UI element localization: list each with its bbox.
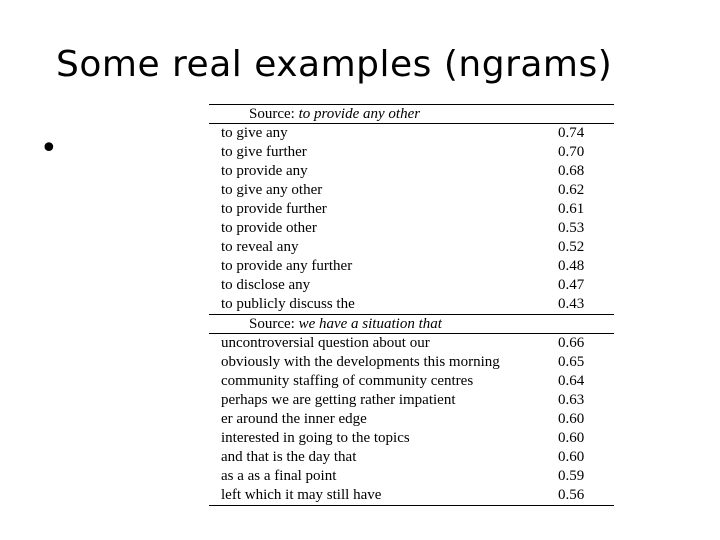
ngram-score: 0.60 xyxy=(558,430,585,446)
table-row xyxy=(209,219,614,238)
section-rows-2 xyxy=(209,334,614,505)
ngram-text: left which it may still have xyxy=(221,487,382,503)
table-row xyxy=(209,372,614,391)
ngram-score: 0.64 xyxy=(558,373,585,389)
ngram-text: to provide other xyxy=(221,220,317,236)
ngram-score: 0.60 xyxy=(558,449,585,465)
source-label: Source: xyxy=(249,106,295,122)
ngram-score: 0.66 xyxy=(558,335,585,351)
ngram-score: 0.63 xyxy=(558,392,585,408)
ngram-text: obviously with the developments this morning xyxy=(221,354,500,370)
ngram-score: 0.52 xyxy=(558,239,585,255)
section-header-2 xyxy=(209,315,614,333)
ngram-score: 0.56 xyxy=(558,487,585,503)
paraphrase-table xyxy=(209,104,614,506)
table-row xyxy=(209,486,614,505)
ngram-text: to give any xyxy=(221,125,288,141)
table-row xyxy=(209,448,614,467)
table-bottom-rule xyxy=(209,505,614,506)
ngram-text: to publicly discuss the xyxy=(221,296,355,312)
slide-title: Some real examples (ngrams) xyxy=(56,44,613,85)
ngram-score: 0.68 xyxy=(558,163,585,179)
table-row xyxy=(209,162,614,181)
table-row xyxy=(209,257,614,276)
table-row xyxy=(209,181,614,200)
table-row xyxy=(209,295,614,314)
ngram-text: to give further xyxy=(221,144,307,160)
ngram-text: to give any other xyxy=(221,182,323,198)
table-row xyxy=(209,124,614,143)
table-row xyxy=(209,353,614,372)
table-row xyxy=(209,410,614,429)
ngram-score: 0.60 xyxy=(558,411,585,427)
ngram-text: to reveal any xyxy=(221,239,299,255)
ngram-score: 0.62 xyxy=(558,182,585,198)
ngram-text: to disclose any xyxy=(221,277,311,293)
ngram-text: uncontroversial question about our xyxy=(221,335,430,351)
ngram-score: 0.65 xyxy=(558,354,585,370)
ngram-text: interested in going to the topics xyxy=(221,430,410,446)
ngram-score: 0.48 xyxy=(558,258,585,274)
ngram-text: perhaps we are getting rather impatient xyxy=(221,392,456,408)
bullet-point: • xyxy=(40,131,58,166)
table-row xyxy=(209,143,614,162)
ngram-score: 0.70 xyxy=(558,144,585,160)
ngram-score: 0.43 xyxy=(558,296,585,312)
source-phrase: we have a situation that xyxy=(298,316,442,332)
table-row xyxy=(209,276,614,295)
table-row xyxy=(209,238,614,257)
table-row xyxy=(209,467,614,486)
table-row xyxy=(209,429,614,448)
table-row xyxy=(209,391,614,410)
section-header-1 xyxy=(209,105,614,123)
ngram-text: as a as a final point xyxy=(221,468,337,484)
source-label: Source: xyxy=(249,316,295,332)
ngram-score: 0.74 xyxy=(558,125,585,141)
section-rows-1 xyxy=(209,124,614,314)
ngram-score: 0.47 xyxy=(558,277,585,293)
source-phrase: to provide any other xyxy=(298,106,421,122)
ngram-text: to provide any further xyxy=(221,258,353,274)
table-row xyxy=(209,334,614,353)
table-row xyxy=(209,200,614,219)
ngram-score: 0.61 xyxy=(558,201,585,217)
ngram-text: er around the inner edge xyxy=(221,411,367,427)
ngram-score: 0.53 xyxy=(558,220,585,236)
ngram-text: community staffing of community centres xyxy=(221,373,474,389)
ngram-text: and that is the day that xyxy=(221,449,357,465)
ngram-score: 0.59 xyxy=(558,468,585,484)
ngram-text: to provide further xyxy=(221,201,327,217)
ngram-text: to provide any xyxy=(221,163,308,179)
